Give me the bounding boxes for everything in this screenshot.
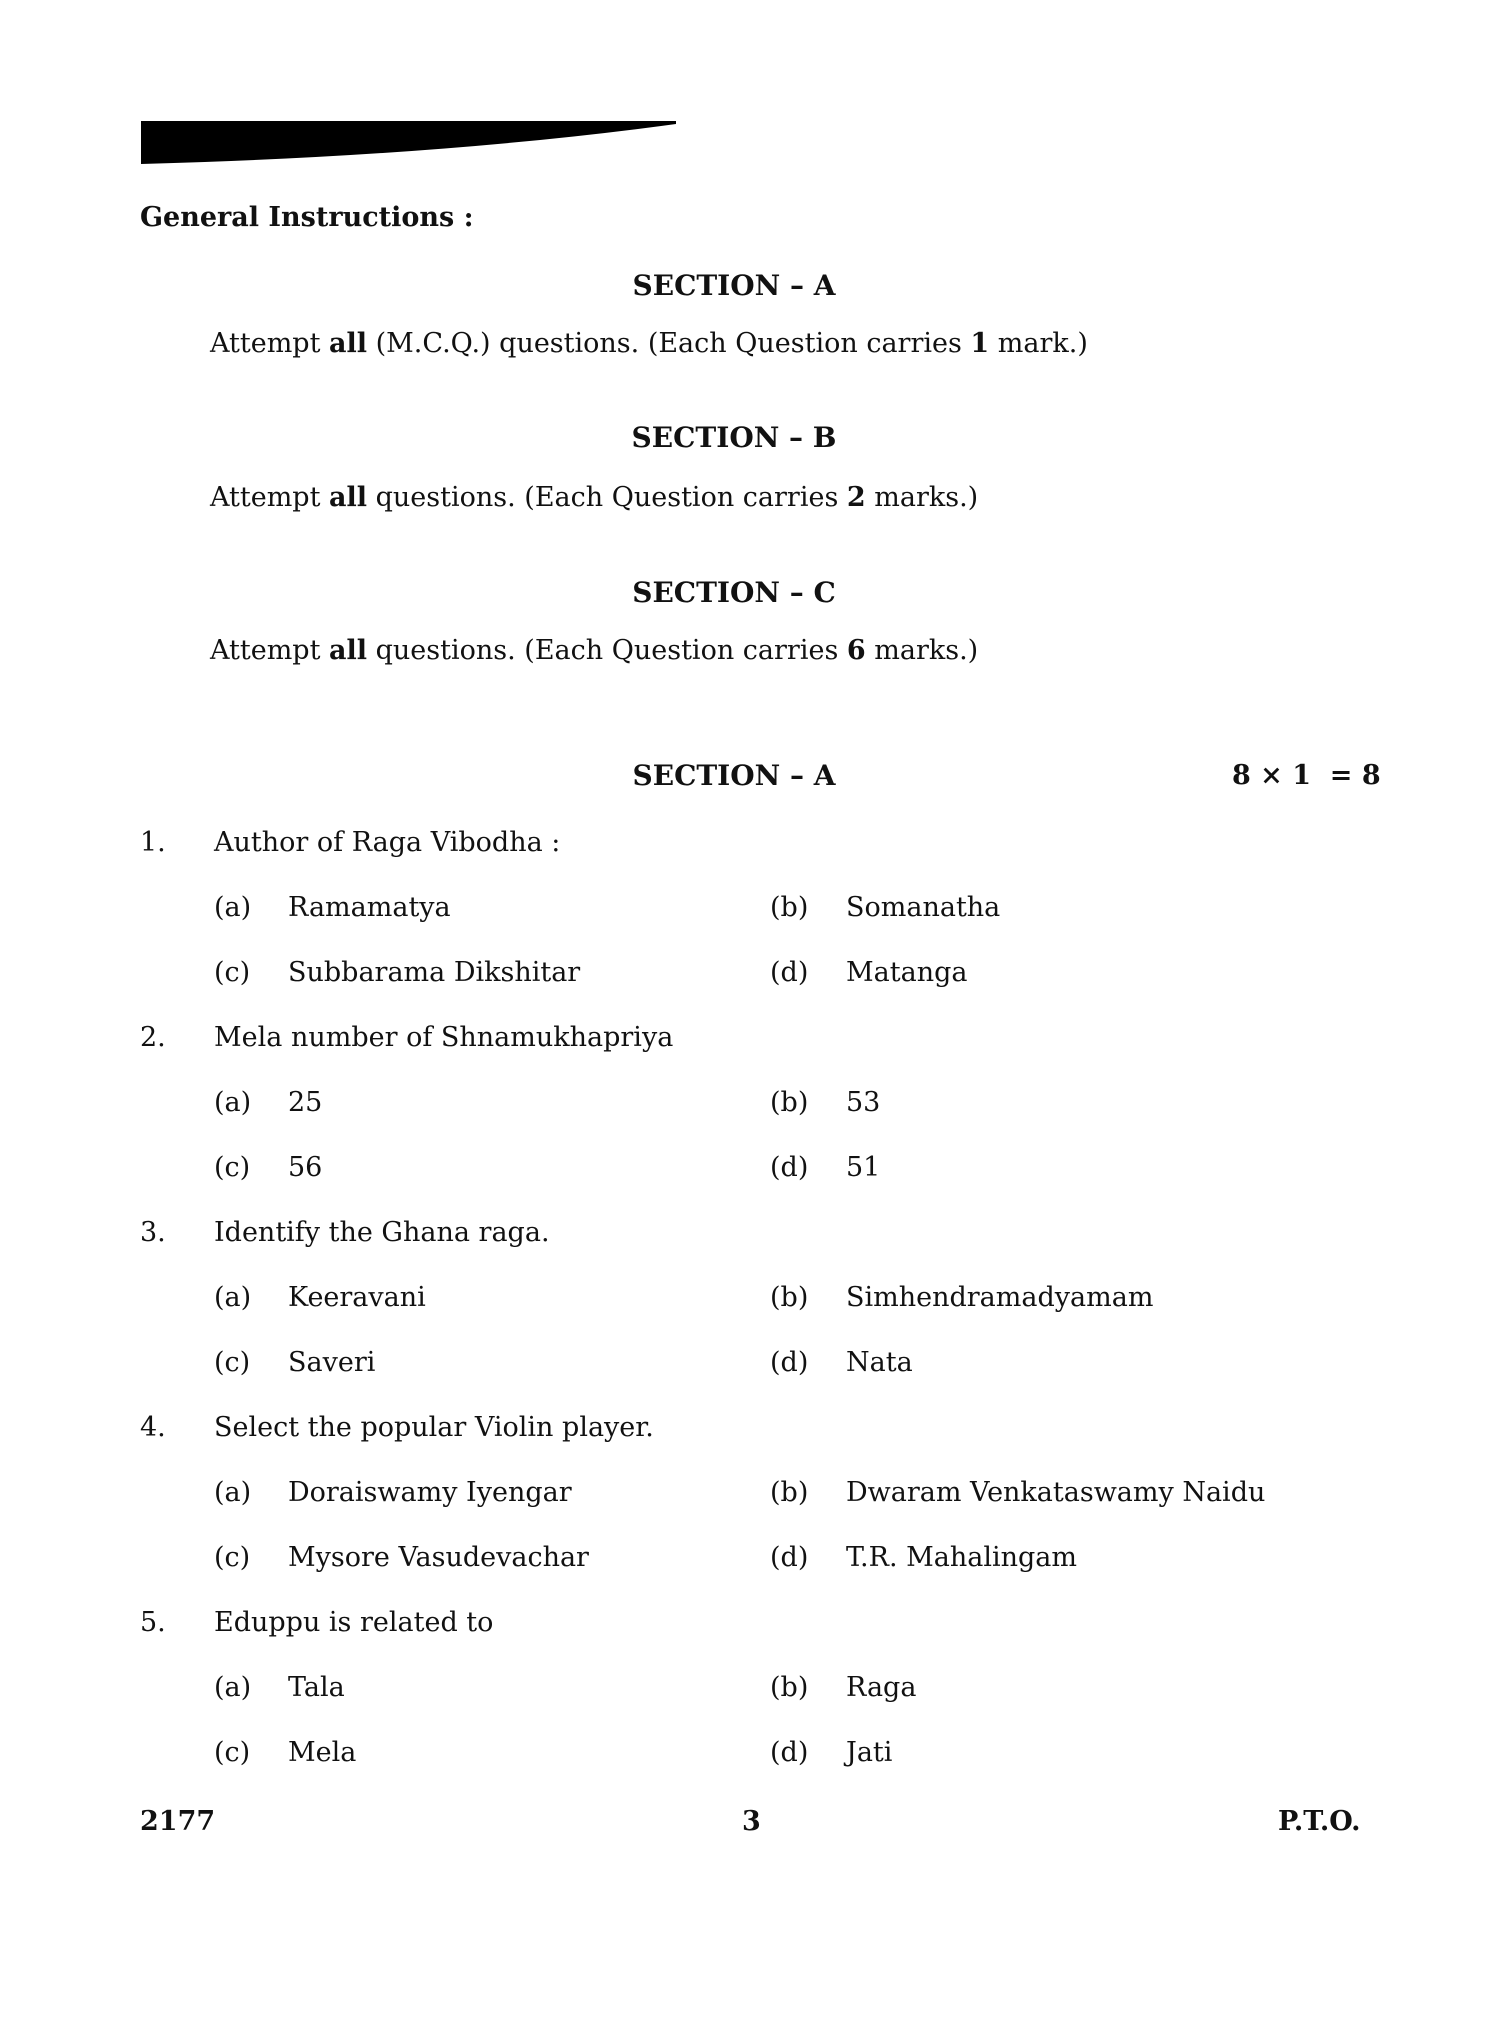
option-text: Tala <box>288 1672 345 1703</box>
question-text: Eduppu is related to <box>214 1607 494 1638</box>
instr-section-a-text: Attempt all (M.C.Q.) questions. (Each Question carries 1 mark.) <box>210 328 1088 359</box>
option-text: 51 <box>846 1152 881 1183</box>
question-number: 3. <box>140 1217 166 1248</box>
question-number: 5. <box>140 1607 166 1638</box>
option-label: (d) <box>770 957 809 988</box>
option-text: Saveri <box>288 1347 376 1378</box>
option-text: Keeravani <box>288 1282 426 1313</box>
question-number: 4. <box>140 1412 166 1443</box>
option-label: (d) <box>770 1542 809 1573</box>
page-number: 3 <box>742 1806 761 1837</box>
option-text: Mysore Vasudevachar <box>288 1542 589 1573</box>
option-text: Jati <box>846 1737 893 1768</box>
option-text: Dwaram Venkataswamy Naidu <box>846 1477 1266 1508</box>
question-text: Mela number of Shnamukhapriya <box>214 1022 674 1053</box>
option-label: (a) <box>214 1087 252 1118</box>
option-text: Nata <box>846 1347 913 1378</box>
instr-section-b-heading: SECTION – B <box>631 421 837 454</box>
option-text: 25 <box>288 1087 323 1118</box>
question-text: Select the popular Violin player. <box>214 1412 654 1443</box>
option-label: (b) <box>770 1282 809 1313</box>
instr-section-a-heading: SECTION – A <box>632 269 836 302</box>
option-label: (c) <box>214 1542 251 1573</box>
option-label: (c) <box>214 1347 251 1378</box>
instr-section-b-text: Attempt all questions. (Each Question carries 2 marks.) <box>210 482 979 513</box>
redaction-bar <box>141 121 676 164</box>
option-text: Matanga <box>846 957 968 988</box>
section-a-marks: 8 × 1 = 8 <box>1232 760 1381 791</box>
option-label: (b) <box>770 1087 809 1118</box>
option-text: Somanatha <box>846 892 1001 923</box>
question-text: Author of Raga Vibodha : <box>214 827 561 858</box>
general-instructions-heading: General Instructions : <box>140 202 474 233</box>
question-text: Identify the Ghana raga. <box>214 1217 550 1248</box>
option-text: Raga <box>846 1672 917 1703</box>
option-text: 53 <box>846 1087 881 1118</box>
option-text: T.R. Mahalingam <box>846 1542 1077 1573</box>
option-text: 56 <box>288 1152 323 1183</box>
instr-section-c-text: Attempt all questions. (Each Question carries 6 marks.) <box>210 635 979 666</box>
option-label: (d) <box>770 1152 809 1183</box>
option-text: Subbarama Dikshitar <box>288 957 581 988</box>
section-a-heading: SECTION – A <box>632 759 836 792</box>
option-label: (d) <box>770 1737 809 1768</box>
option-label: (a) <box>214 892 252 923</box>
paper-code: 2177 <box>140 1806 216 1837</box>
option-label: (b) <box>770 1672 809 1703</box>
option-text: Simhendramadyamam <box>846 1282 1154 1313</box>
option-label: (c) <box>214 1737 251 1768</box>
option-text: Doraiswamy Iyengar <box>288 1477 572 1508</box>
option-text: Ramamatya <box>288 892 451 923</box>
question-number: 2. <box>140 1022 166 1053</box>
pto-label: P.T.O. <box>1278 1806 1361 1837</box>
option-label: (d) <box>770 1347 809 1378</box>
option-label: (b) <box>770 1477 809 1508</box>
option-label: (c) <box>214 957 251 988</box>
question-number: 1. <box>140 827 166 858</box>
option-label: (a) <box>214 1477 252 1508</box>
option-label: (a) <box>214 1282 252 1313</box>
option-text: Mela <box>288 1737 357 1768</box>
instr-section-c-heading: SECTION – C <box>632 576 836 609</box>
option-label: (a) <box>214 1672 252 1703</box>
option-label: (c) <box>214 1152 251 1183</box>
option-label: (b) <box>770 892 809 923</box>
